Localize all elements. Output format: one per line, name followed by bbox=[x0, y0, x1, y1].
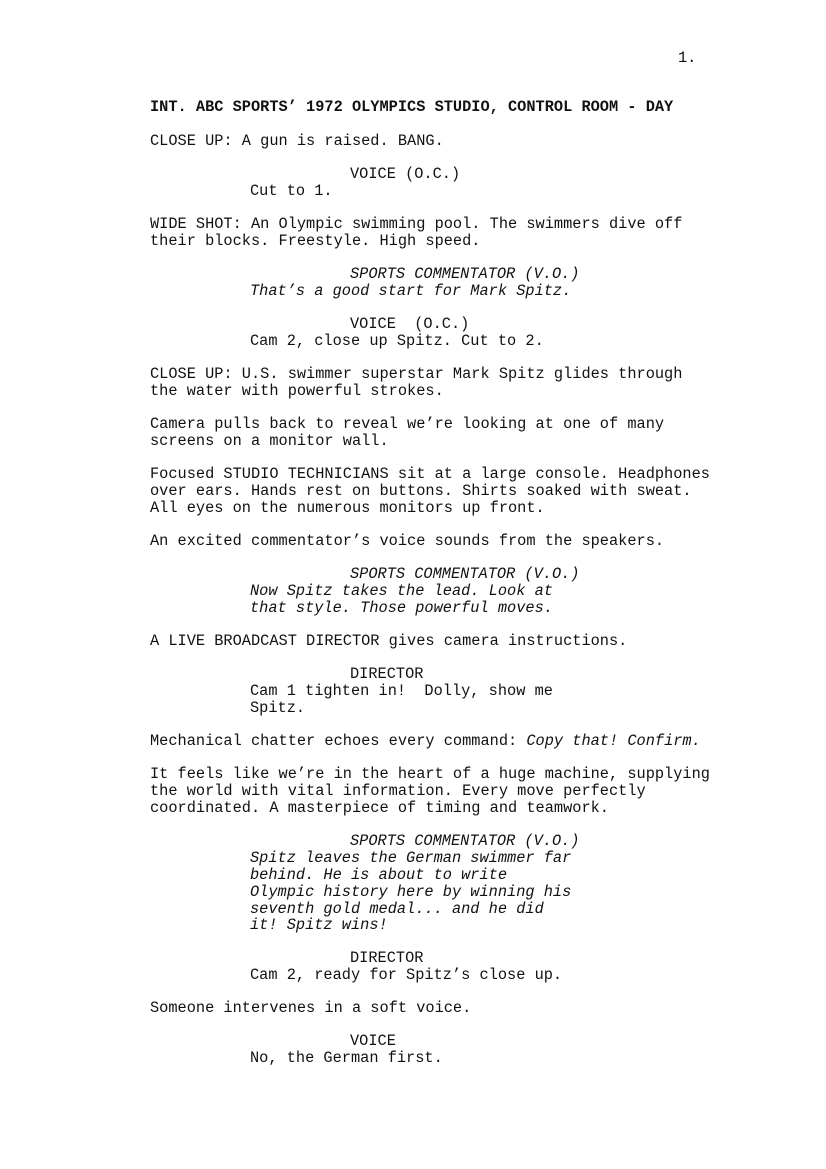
action-line: over ears. Hands rest on buttons. Shirts soaked with sweat. bbox=[150, 482, 692, 500]
action-line: All eyes on the numerous monitors up front. bbox=[150, 499, 545, 517]
character-cue: DIRECTOR bbox=[350, 949, 424, 967]
dialogue-line: No, the German first. bbox=[250, 1049, 443, 1067]
page-number: 1. bbox=[678, 49, 697, 67]
dialogue-line: Now Spitz takes the lead. Look at bbox=[250, 582, 553, 600]
action-line: It feels like we’re in the heart of a huge machine, supplying bbox=[150, 765, 710, 783]
action-text: Mechanical chatter echoes every command: bbox=[150, 732, 527, 750]
dialogue-line: Cut to 1. bbox=[250, 182, 333, 200]
action-line: CLOSE UP: U.S. swimmer superstar Mark Spitz glides through bbox=[150, 365, 683, 383]
action-text-italic: Copy that! Confirm. bbox=[526, 732, 701, 750]
dialogue-line: That’s a good start for Mark Spitz. bbox=[250, 282, 572, 300]
dialogue-line: Cam 1 tighten in! Dolly, show me bbox=[250, 682, 553, 700]
dialogue-line: it! Spitz wins! bbox=[250, 916, 388, 934]
dialogue-line: seventh gold medal... and he did bbox=[250, 900, 544, 918]
dialogue-line: Spitz. bbox=[250, 699, 306, 717]
action-line: An excited commentator’s voice sounds from the speakers. bbox=[150, 532, 665, 550]
action-line: coordinated. A masterpiece of timing and teamwork. bbox=[150, 799, 609, 817]
character-cue: SPORTS COMMENTATOR (V.O.) bbox=[350, 565, 580, 583]
action-line: the world with vital information. Every move perfectly bbox=[150, 782, 646, 800]
action-line bbox=[150, 733, 701, 750]
dialogue-line: Cam 2, ready for Spitz’s close up. bbox=[250, 966, 563, 984]
character-cue: SPORTS COMMENTATOR (V.O.) bbox=[350, 832, 580, 850]
dialogue-line: Olympic history here by winning his bbox=[250, 883, 572, 901]
dialogue-line: Cam 2, close up Spitz. Cut to 2. bbox=[250, 332, 544, 350]
action-line: screens on a monitor wall. bbox=[150, 432, 389, 450]
character-cue: DIRECTOR bbox=[350, 665, 424, 683]
action-line: their blocks. Freestyle. High speed. bbox=[150, 232, 481, 250]
character-cue: SPORTS COMMENTATOR (V.O.) bbox=[350, 265, 580, 283]
scene-heading: INT. ABC SPORTS’ 1972 OLYMPICS STUDIO, CONTROL ROOM - DAY bbox=[150, 98, 674, 116]
action-line: Someone intervenes in a soft voice. bbox=[150, 999, 472, 1017]
character-cue: VOICE (O.C.) bbox=[350, 315, 470, 333]
action-line: A LIVE BROADCAST DIRECTOR gives camera instructions. bbox=[150, 632, 628, 650]
action-line: WIDE SHOT: An Olympic swimming pool. The swimmers dive off bbox=[150, 215, 683, 233]
dialogue-line: that style. Those powerful moves. bbox=[250, 599, 553, 617]
action-line: the water with powerful strokes. bbox=[150, 382, 444, 400]
dialogue-line: Spitz leaves the German swimmer far bbox=[250, 849, 572, 867]
character-cue: VOICE (O.C.) bbox=[350, 165, 461, 183]
action-line: Focused STUDIO TECHNICIANS sit at a large console. Headphones bbox=[150, 465, 710, 483]
dialogue-line: behind. He is about to write bbox=[250, 866, 508, 884]
action-line: Camera pulls back to reveal we’re looking at one of many bbox=[150, 415, 665, 433]
action-line: CLOSE UP: A gun is raised. BANG. bbox=[150, 132, 444, 150]
character-cue: VOICE bbox=[350, 1032, 396, 1050]
